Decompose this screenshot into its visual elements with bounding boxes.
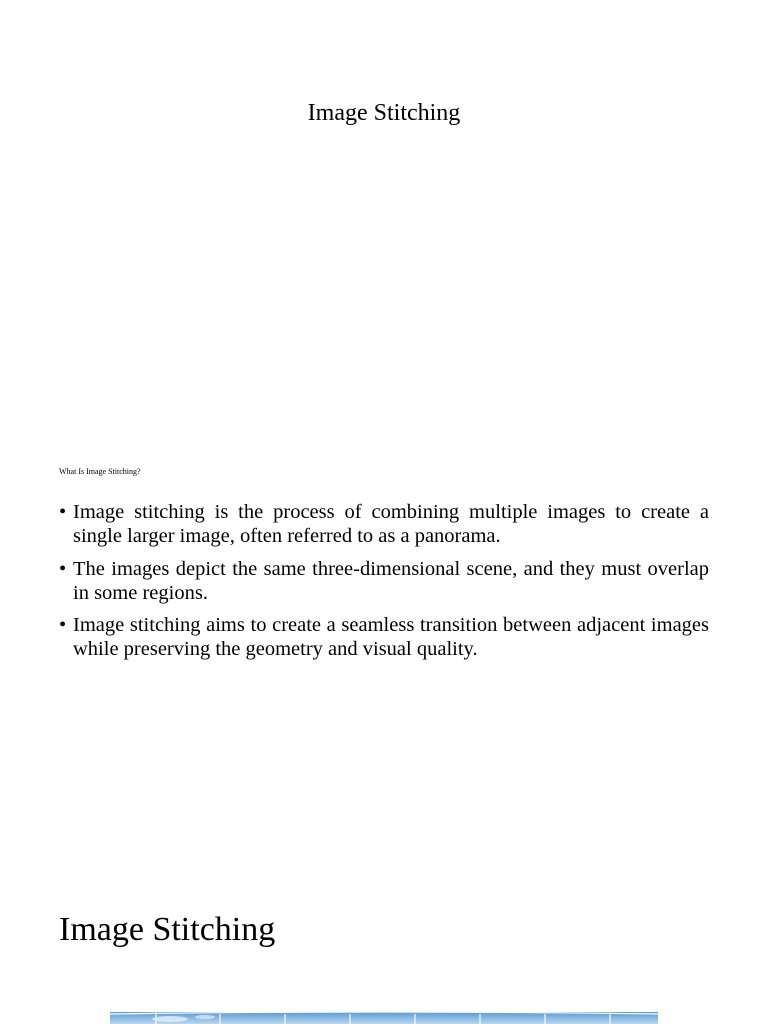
bullet-list [59,500,709,670]
panorama-image [110,1012,658,1024]
bullet-item [59,500,709,548]
bullet-text: Image stitching is the process of combining multiple images to create a single larger image, often referred to as a panorama. [73,501,709,547]
bullet-icon: • [59,501,67,523]
bullet-item [59,557,709,605]
panorama-graphic [110,1012,658,1024]
bullet-text: The images depict the same three-dimensional scene, and they must overlap in some regions. [73,557,709,604]
section-label: What Is Image Stitching? [59,467,141,476]
bullet-icon: • [59,614,67,636]
document-title: Image Stitching [307,100,461,126]
slide-title: Image Stitching [59,911,276,948]
bullet-text: Image stitching aims to create a seamless transition between adjacent images while preserving the geometry and visual quality. [73,614,709,660]
cloud-shape [195,1015,215,1019]
cloud-shape [152,1016,188,1022]
bullet-item [59,613,709,661]
bullet-icon: • [59,557,67,580]
panorama-sky [110,1012,658,1024]
